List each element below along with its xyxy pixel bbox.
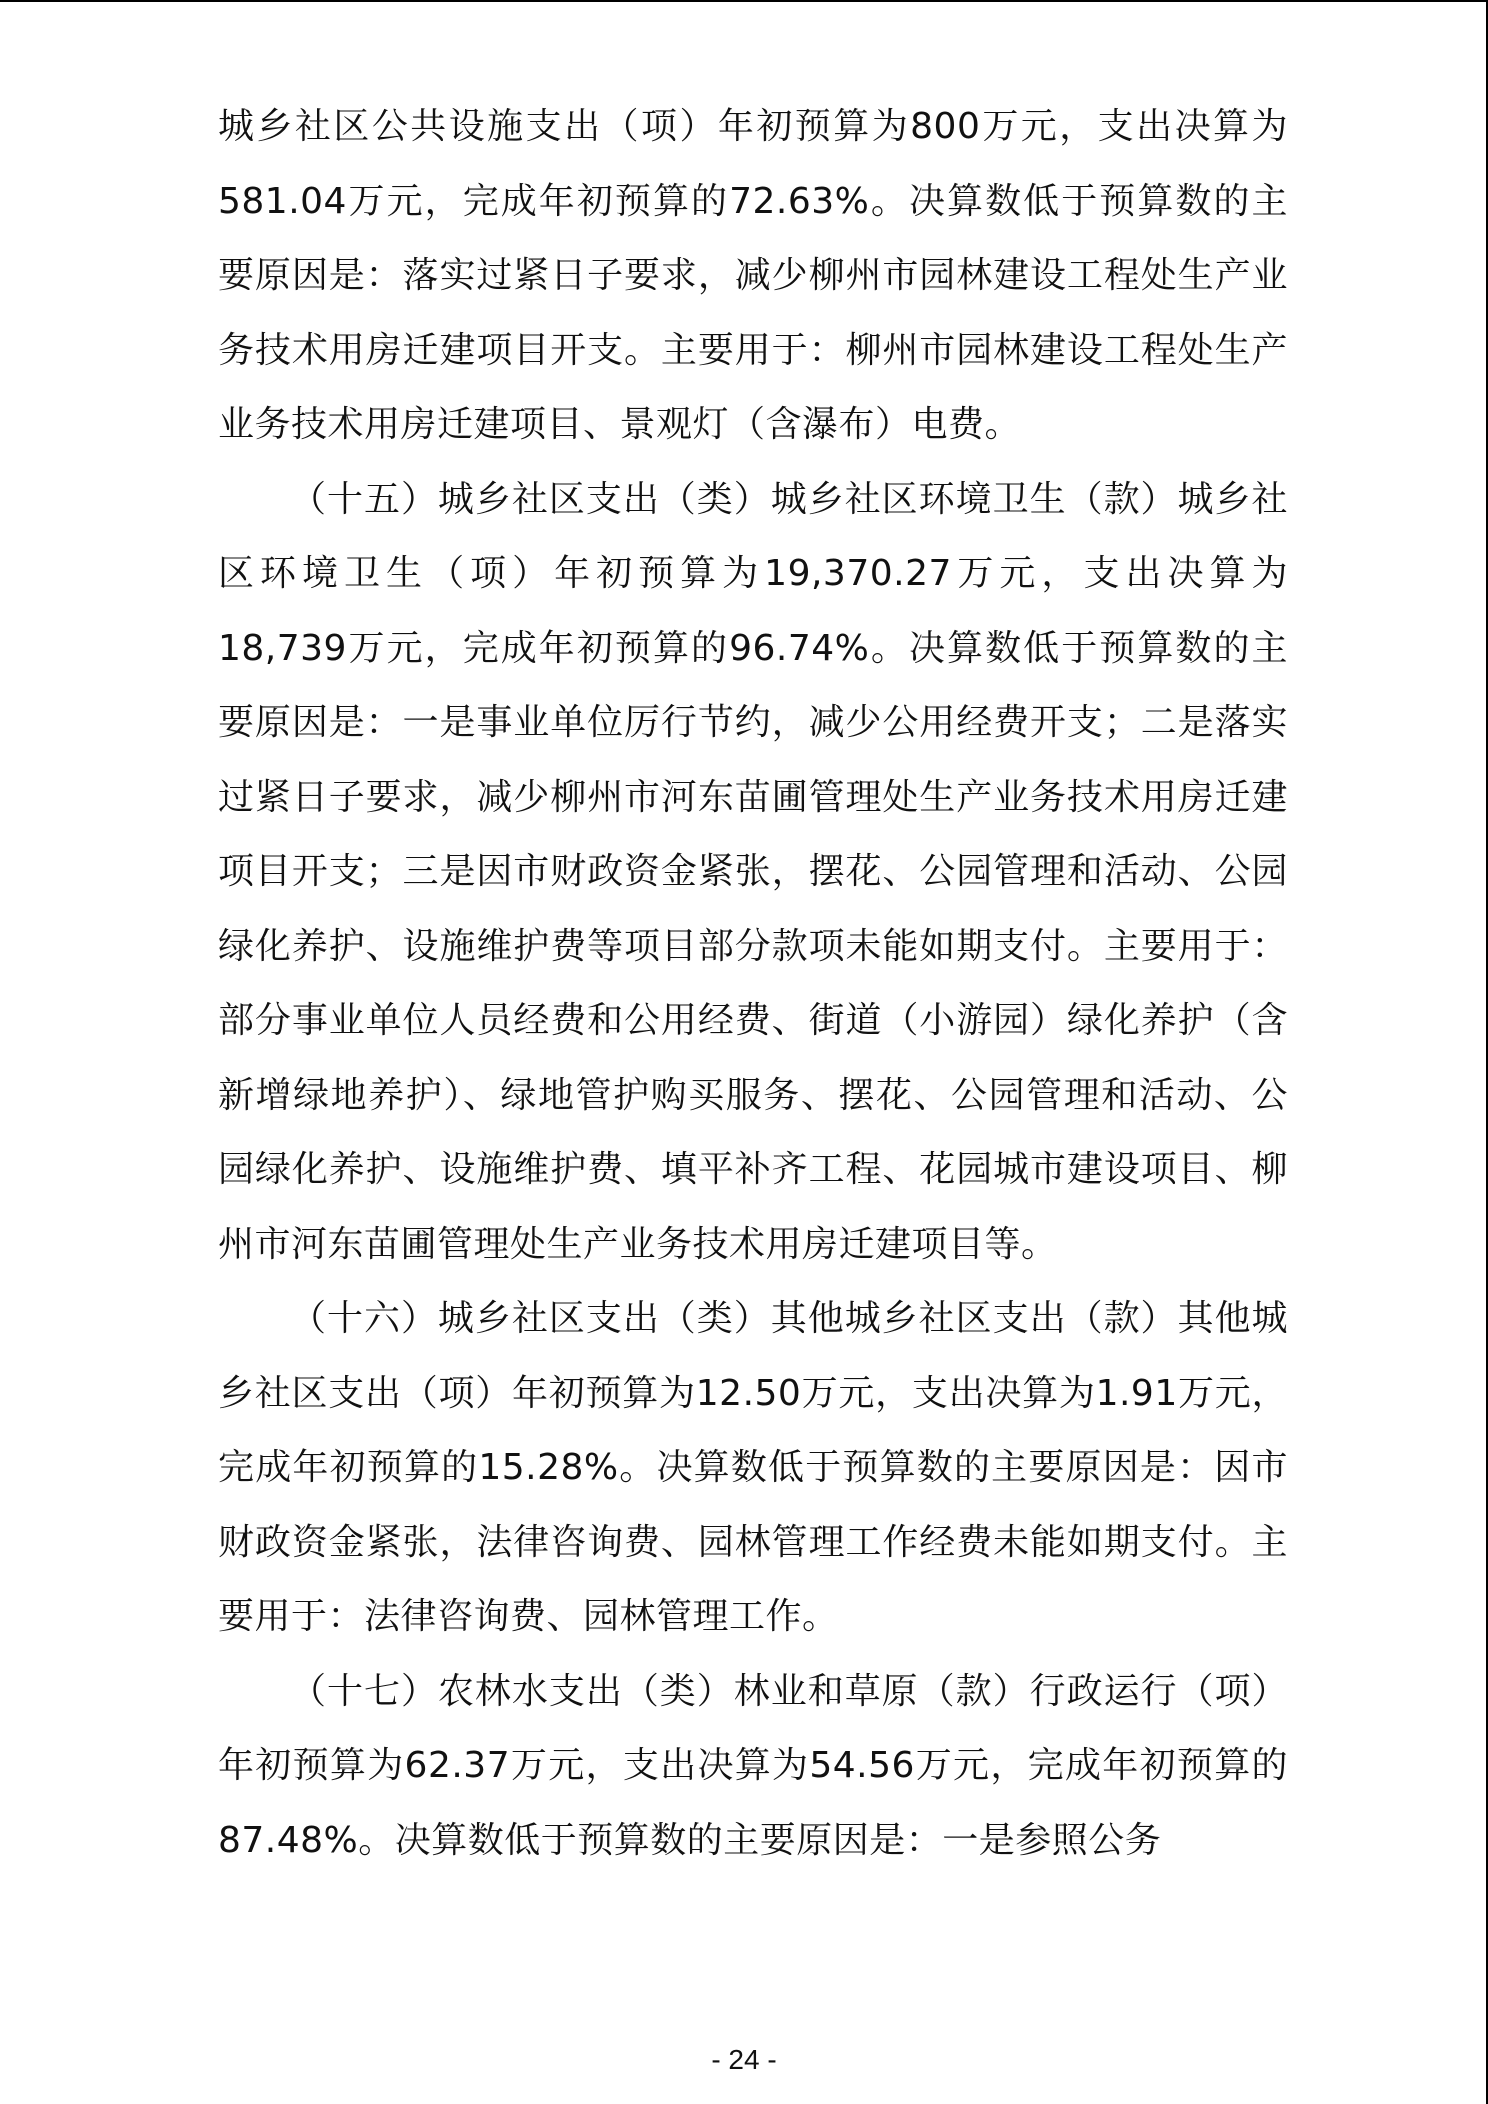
paragraph-section-15: （十五）城乡社区支出（类）城乡社区环境卫生（款）城乡社区环境卫生（项）年初预算为19,370.27万元，支出决算为18,739万元，完成年初预算的96.74%。决算数低于预算数的主要原因是：一是事业单位厉行节约，减少公用经费开支；二是落实过紧日子要求，减少柳州市河东苗圃管理处生产业务技术用房迁建项目开支；三是因市财政资金紧张，摆花、公园管理和活动、公园绿化养护、设施维护费等项目部分款项未能如期支付。主要用于：部分事业单位人员经费和公用经费、街道（小游园）绿化养护（含新增绿地养护）、绿地管护购买服务、摆花、公园管理和活动、公园绿化养护、设施维护费、填平补齐工程、花园城市建设项目、柳州市河东苗圃管理处生产业务技术用房迁建项目等。 bbox=[218, 478, 1288, 1265]
paragraph-public-facilities: 城乡社区公共设施支出（项）年初预算为800万元，支出决算为581.04万元，完成年初预算的72.63%。决算数低于预算数的主要原因是：落实过紧日子要求，减少柳州市园林建设工程处生产业务技术用房迁建项目开支。主要用于：柳州市园林建设工程处生产业务技术用房迁建项目、景观灯（含瀑布）电费。 bbox=[218, 106, 1288, 445]
document-body bbox=[218, 90, 1288, 1878]
page-top-border bbox=[0, 0, 1488, 2]
page-number: - 24 - bbox=[711, 2044, 777, 2075]
paragraph-section-17: （十七）农林水支出（类）林业和草原（款）行政运行（项）年初预算为62.37万元，支出决算为54.56万元，完成年初预算的87.48%。决算数低于预算数的主要原因是：一是参照公务 bbox=[218, 1670, 1288, 1861]
paragraph-section-16: （十六）城乡社区支出（类）其他城乡社区支出（款）其他城乡社区支出（项）年初预算为12.50万元，支出决算为1.91万元，完成年初预算的15.28%。决算数低于预算数的主要原因是：因市财政资金紧张，法律咨询费、园林管理工作经费未能如期支付。主要用于：法律咨询费、园林管理工作。 bbox=[218, 1298, 1288, 1637]
